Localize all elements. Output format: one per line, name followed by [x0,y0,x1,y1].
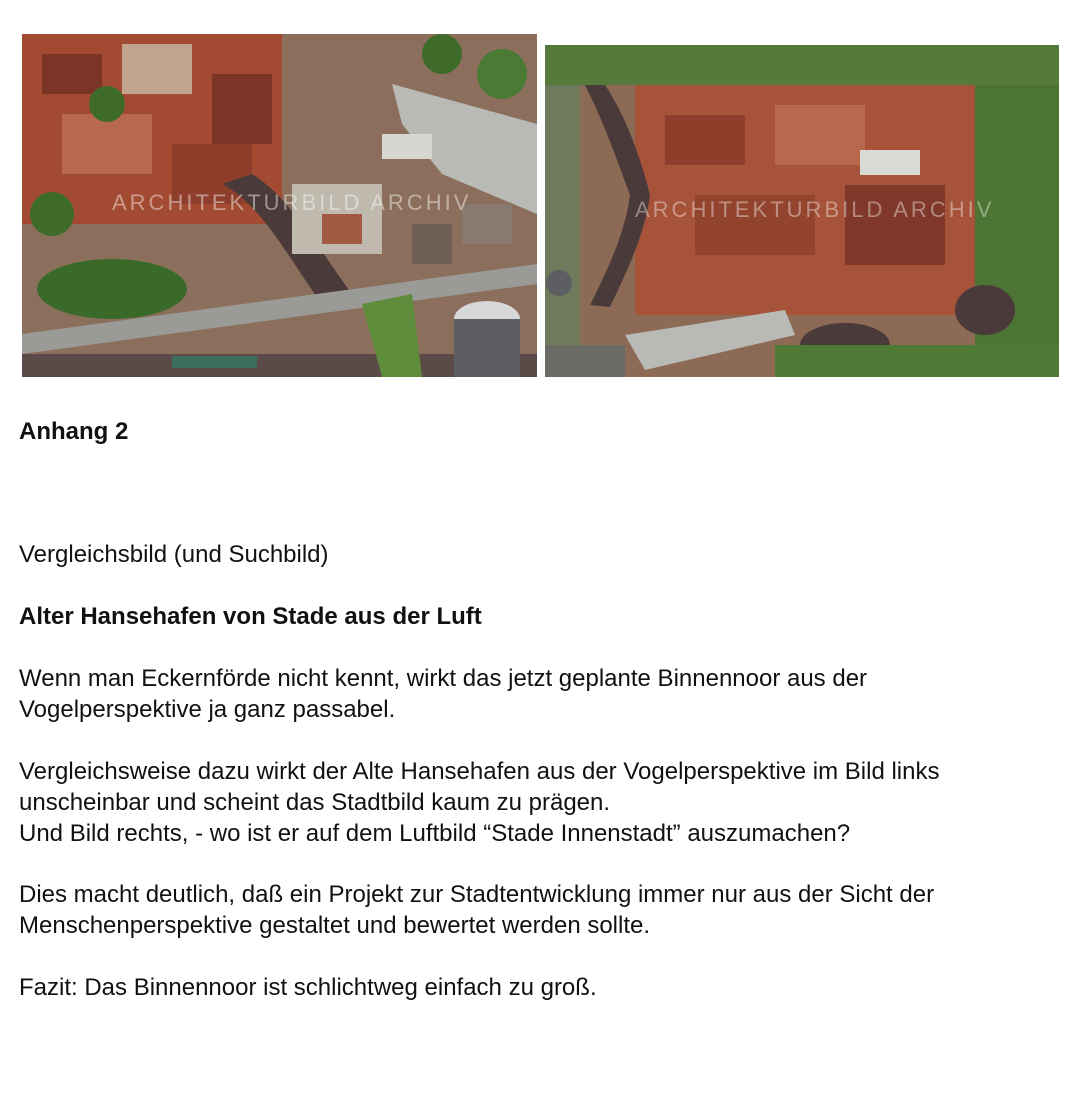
svg-text:ARCHITEKTURBILD ARCHIV: ARCHITEKTURBILD ARCHIV [635,197,995,222]
aerial-photo-hansehafen [22,34,537,377]
aerial-photo-right-graphic [545,45,1059,377]
aerial-photo-left-graphic [22,34,537,377]
paragraph-2-line-2: unscheinbar und scheint das Stadtbild kaum zu prägen. [19,789,611,816]
svg-text:ARCHITEKTURBILD ARCHIV: ARCHITEKTURBILD ARCHIV [112,190,472,215]
appendix-heading: Anhang 2 [19,418,129,445]
paragraph-3-line-1: Dies macht deutlich, daß ein Projekt zur Stadtentwicklung immer nur aus der Sicht der [19,881,935,908]
section-title: Alter Hansehafen von Stade aus der Luft [19,603,482,630]
aerial-photo-stade-innenstadt [545,45,1059,377]
paragraph-1-line-2: Vogelperspektive ja ganz passabel. [19,696,396,723]
paragraph-2-line-1: Vergleichsweise dazu wirkt der Alte Hansehafen aus der Vogelperspektive im Bild links [19,758,940,785]
subtitle: Vergleichsbild (und Suchbild) [19,541,329,568]
paragraph-2-line-3: Und Bild rechts, - wo ist er auf dem Luftbild “Stade Innenstadt” auszumachen? [19,820,851,847]
paragraph-3-line-2: Menschenperspektive gestaltet und bewertet werden sollte. [19,912,651,939]
conclusion: Fazit: Das Binnennoor ist schlichtweg einfach zu groß. [19,974,597,1001]
paragraph-1-line-1: Wenn man Eckernförde nicht kennt, wirkt das jetzt geplante Binnennoor aus der [19,665,868,692]
